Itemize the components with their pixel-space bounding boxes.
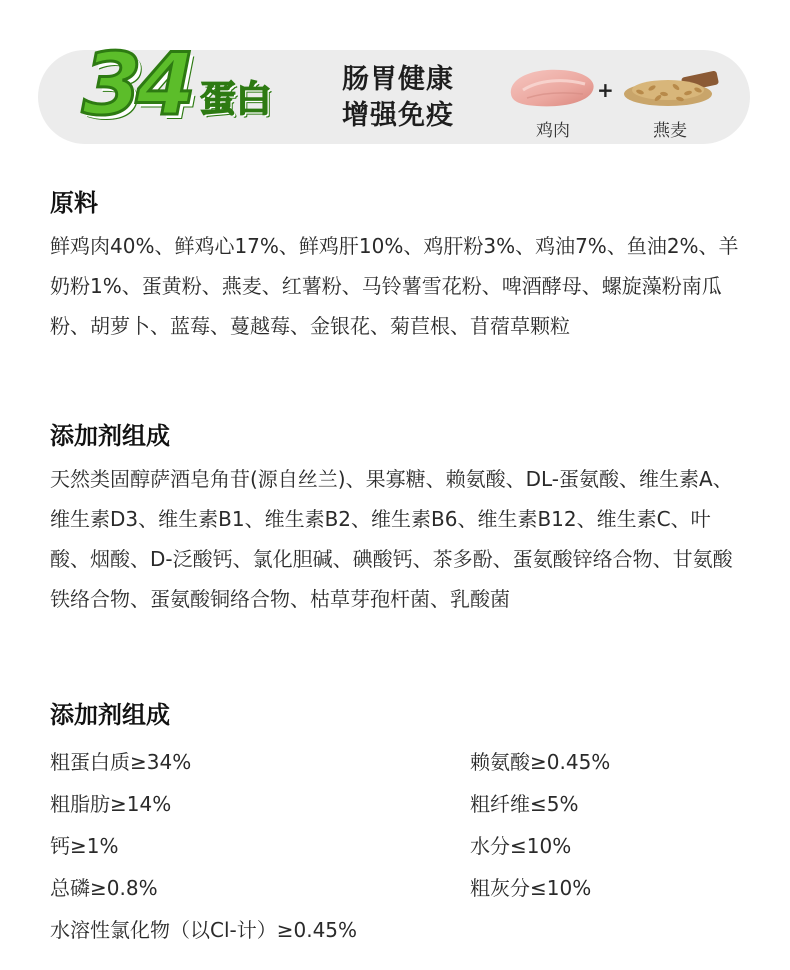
section-title: 添加剂组成 — [50, 422, 170, 450]
chicken-breast-icon — [503, 60, 603, 112]
protein-badge — [82, 28, 272, 135]
analysis-item: 赖氨酸≥0.45% — [470, 750, 611, 774]
ingredient-oats — [620, 60, 720, 141]
slogan-line-2: 增强免疫 — [342, 100, 454, 131]
analysis-item: 钙≥1% — [50, 834, 119, 858]
section-title: 添加剂组成 — [50, 701, 170, 729]
section-body: 天然类固醇萨酒皂角苷(源自丝兰)、果寡糖、赖氨酸、DL-蛋氨酸、维生素A、维生素D3、维生素B1、维生素B2、维生素B6、维生素B12、维生素C、叶酸、烟酸、D-泛酸钙、氯化胆碱、碘酸钙、茶多酚、蛋氨酸锌络合物、甘氨酸铁络合物、蛋氨酸铜络合物、枯草芽孢杆菌、乳酸菌 — [50, 467, 733, 611]
analysis-item: 粗蛋白质≥34% — [50, 750, 192, 774]
slogan-line-1: 肠胃健康 — [342, 64, 454, 95]
analysis-item: 水溶性氯化物（以Cl-计）≥0.45% — [50, 918, 358, 942]
analysis-item: 粗脂肪≥14% — [50, 792, 172, 816]
ingredient-oats-label: 燕麦 — [653, 121, 687, 141]
plus-sign: + — [597, 78, 614, 102]
protein-number: 34 — [82, 35, 190, 135]
ingredient-chicken — [503, 60, 603, 141]
analysis-item: 水分≤10% — [470, 834, 572, 858]
protein-word: 蛋白 — [199, 79, 272, 120]
analysis-item: 总磷≥0.8% — [50, 876, 158, 900]
slogan — [342, 62, 454, 134]
ingredient-chicken-label: 鸡肉 — [536, 121, 570, 141]
section-additives — [50, 421, 750, 619]
section-title: 原料 — [50, 189, 98, 217]
section-analysis — [50, 700, 750, 942]
section-body: 鲜鸡肉40%、鲜鸡心17%、鲜鸡肝10%、鸡肝粉3%、鸡油7%、鱼油2%、羊奶粉1%、蛋黄粉、燕麦、红薯粉、马铃薯雪花粉、啤酒酵母、螺旋藻粉南瓜粉、胡萝卜、蓝莓、蔓越莓、金银花、菊苣根、苜蓿草颗粒 — [50, 234, 739, 338]
analysis-item: 粗灰分≤10% — [470, 876, 592, 900]
analysis-list — [50, 742, 750, 942]
analysis-item: 粗纤维≤5% — [470, 792, 579, 816]
oats-icon — [620, 60, 720, 112]
section-raw-materials — [50, 188, 750, 346]
